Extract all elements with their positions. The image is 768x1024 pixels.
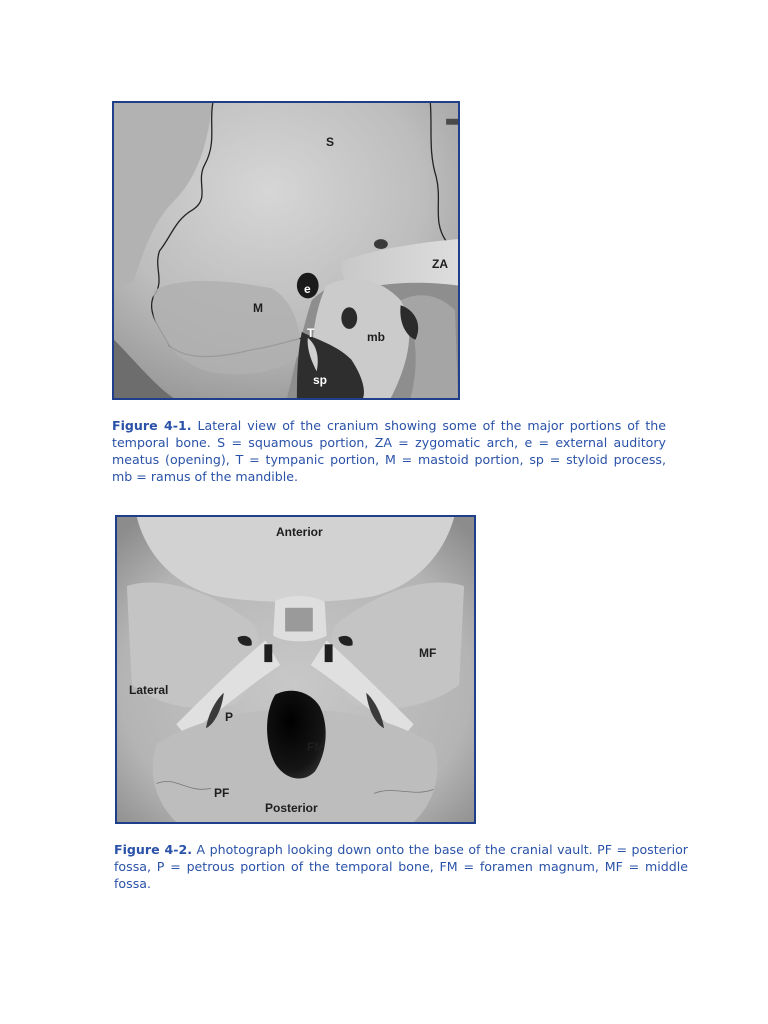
figure-4-2-number: Figure 4-2.: [114, 842, 193, 857]
figure-4-2-caption: [114, 841, 688, 892]
figure-4-1-number: Figure 4-1.: [112, 418, 192, 433]
figure-4-1-caption: [112, 417, 666, 485]
fig2-label-posterior: Posterior: [265, 801, 318, 815]
fig2-label-lateral: Lateral: [129, 683, 169, 697]
fig1-label-M: M: [253, 301, 263, 315]
fig1-label-ZA: ZA: [432, 257, 448, 271]
lateral-cranium-image: [114, 103, 458, 398]
fig2-label-PF: PF: [214, 786, 230, 800]
fig1-label-e: e: [304, 282, 311, 296]
fig1-label-T: T: [307, 326, 315, 340]
fig1-label-sp: sp: [313, 373, 328, 387]
figure-4-2-caption-text: A photograph looking down onto the base of the cranial vault. PF = posterior fossa, P = petrous portion of the temporal bone, FM = foramen magnum, MF = middle fossa.: [114, 842, 688, 891]
fig1-label-S: S: [326, 135, 335, 149]
fig2-label-anterior: Anterior: [276, 525, 323, 539]
fig2-label-P: P: [225, 710, 234, 724]
figure-4-1-caption-text: Lateral view of the cranium showing some of the major portions of the temporal bone. S = squamous portion, ZA = zygomatic arch, e = external auditory meatus (opening), T = tympanic portion, M = mastoid portion, sp = styloid process, mb = ramus of the mandible.: [112, 418, 666, 484]
cranial-vault-base-image: [117, 517, 474, 822]
fig2-label-FM: FM: [307, 740, 325, 754]
figure-4-1-photo: [112, 101, 460, 400]
figure-4-2-photo: [115, 515, 476, 824]
fig1-label-mb: mb: [367, 330, 385, 344]
fig2-label-MF: MF: [419, 646, 437, 660]
